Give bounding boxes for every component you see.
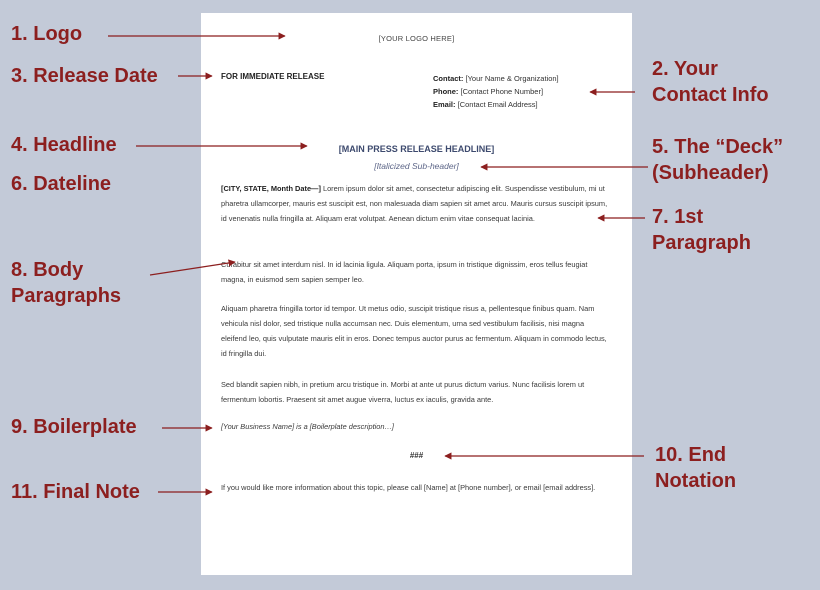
label-headline: 4. Headline	[11, 134, 117, 156]
email-line	[433, 98, 559, 111]
dateline: [CITY, STATE, Month Date—]	[221, 184, 321, 193]
contact-line	[433, 72, 559, 85]
phone-value: [Contact Phone Number]	[460, 87, 544, 96]
phone-line	[433, 85, 559, 98]
label-end-notation: 10. End Notation	[655, 444, 737, 492]
label-final-note: 11. Final Note	[11, 481, 140, 503]
label-logo: 1. Logo	[11, 23, 83, 45]
first-paragraph-text: Lorem ipsum dolor sit amet, consectetur adipiscing elit. Suspendisse vestibulum, mi ut pharetra ullamcorper, mauris est suscipit est, non malesuada diam sapien sit amet arcu. Mauris cursus suscipit ipsum, id venenatis nulla fringilla at. Aliquam erat volutpat. Aenean dictum enim vitae consequat lacinia.	[221, 184, 608, 223]
contact-label: Contact:	[433, 74, 464, 83]
release-date: FOR IMMEDIATE RELEASE	[221, 72, 325, 81]
label-contact-info: 2. Your Contact Info	[652, 58, 769, 106]
contact-info	[433, 72, 559, 111]
label-boilerplate: 9. Boilerplate	[11, 416, 137, 438]
deck-subheader: [Italicized Sub-header]	[374, 161, 459, 171]
end-notation: ###	[409, 451, 424, 460]
final-note: If you would like more information about this topic, please call [Name] at [Phone number], or email [email address].	[221, 483, 596, 492]
contact-value: [Your Name & Organization]	[465, 74, 559, 83]
phone-label: Phone:	[433, 87, 459, 96]
label-deck: 5. The “Deck” (Subheader)	[652, 136, 784, 184]
label-first-paragraph: 7. 1st Paragraph	[652, 206, 751, 254]
email-label: Email:	[433, 100, 456, 109]
first-paragraph	[221, 181, 611, 226]
boilerplate: [Your Business Name] is a [Boilerplate description…]	[221, 422, 394, 431]
body-paragraph: Aliquam pharetra fringilla tortor id tempor. Ut metus odio, suscipit tristique risus a, pellentesque finibus quam. Nam vehicula nisl dolor, sed tristique nulla accumsan nec. Duis elementum, urna sed vestibulum facilisis, nisi magna eleifend leo, quis vulputate mauris elit in eros. Donec tempus auctor purus ac fermentum. Aliquam in commodo lectus, id fringilla dui.	[221, 304, 607, 358]
label-body-paragraphs: 8. Body Paragraphs	[11, 259, 122, 307]
logo-placeholder: [YOUR LOGO HERE]	[378, 34, 455, 43]
body-paragraph: Sed blandit sapien nibh, in pretium arcu tristique in. Morbi at ante ut purus dictum varius. Nunc facilisis lorem ut fermentum lobortis. Praesent sit amet augue viverra, luctus ex iaculis, gravida ante.	[221, 380, 585, 404]
press-release-page	[201, 13, 632, 575]
email-value: [Contact Email Address]	[457, 100, 538, 109]
label-dateline: 6. Dateline	[11, 173, 112, 195]
headline: [MAIN PRESS RELEASE HEADLINE]	[338, 144, 495, 154]
body-paragraph: Curabitur sit amet interdum nisl. In id lacinia ligula. Aliquam porta, ipsum in tristique dignissim, eros tellus feugiat magna, in euismod sem sapien semper leo.	[221, 260, 588, 284]
label-release-date: 3. Release Date	[11, 65, 158, 87]
